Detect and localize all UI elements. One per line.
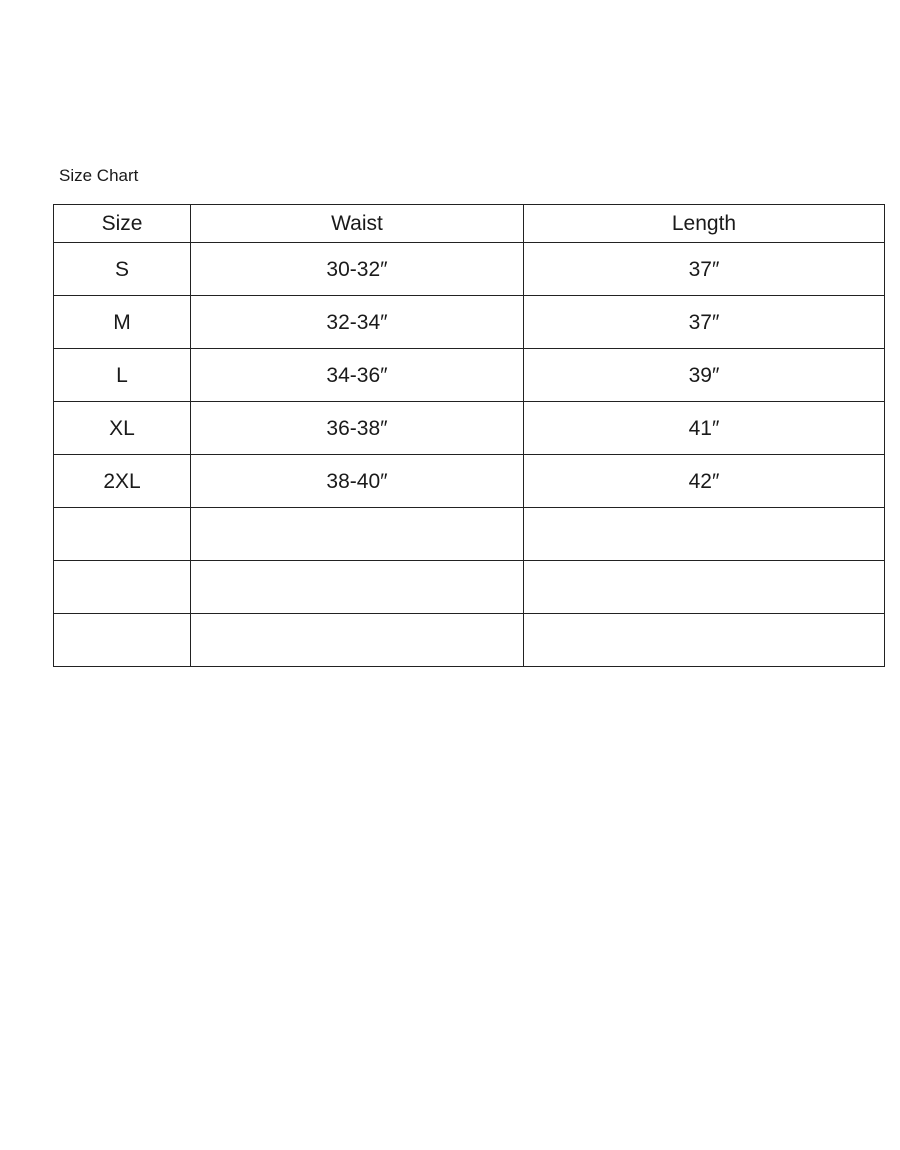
waist-cell: 32-34″ — [191, 296, 524, 349]
length-cell: 42″ — [524, 455, 885, 508]
table-row — [54, 455, 885, 508]
size-cell: S — [54, 243, 191, 296]
header-length: Length — [524, 205, 885, 243]
length-cell: 37″ — [524, 296, 885, 349]
length-cell — [524, 614, 885, 667]
waist-cell: 38-40″ — [191, 455, 524, 508]
table-row-empty — [54, 561, 885, 614]
size-cell: M — [54, 296, 191, 349]
waist-cell: 36-38″ — [191, 402, 524, 455]
table-row — [54, 349, 885, 402]
waist-cell: 30-32″ — [191, 243, 524, 296]
waist-cell: 34-36″ — [191, 349, 524, 402]
table-row — [54, 296, 885, 349]
length-cell: 41″ — [524, 402, 885, 455]
table-row-empty — [54, 614, 885, 667]
table-row — [54, 402, 885, 455]
table-row-empty — [54, 508, 885, 561]
size-cell — [54, 561, 191, 614]
waist-cell — [191, 561, 524, 614]
length-cell — [524, 561, 885, 614]
size-cell — [54, 508, 191, 561]
waist-cell — [191, 508, 524, 561]
size-chart-table — [53, 204, 885, 667]
length-cell — [524, 508, 885, 561]
size-cell: XL — [54, 402, 191, 455]
header-size: Size — [54, 205, 191, 243]
table-header-row — [54, 205, 885, 243]
header-waist: Waist — [191, 205, 524, 243]
table-row — [54, 243, 885, 296]
size-cell: 2XL — [54, 455, 191, 508]
waist-cell — [191, 614, 524, 667]
page-title: Size Chart — [59, 166, 139, 185]
size-cell — [54, 614, 191, 667]
length-cell: 37″ — [524, 243, 885, 296]
length-cell: 39″ — [524, 349, 885, 402]
size-cell: L — [54, 349, 191, 402]
